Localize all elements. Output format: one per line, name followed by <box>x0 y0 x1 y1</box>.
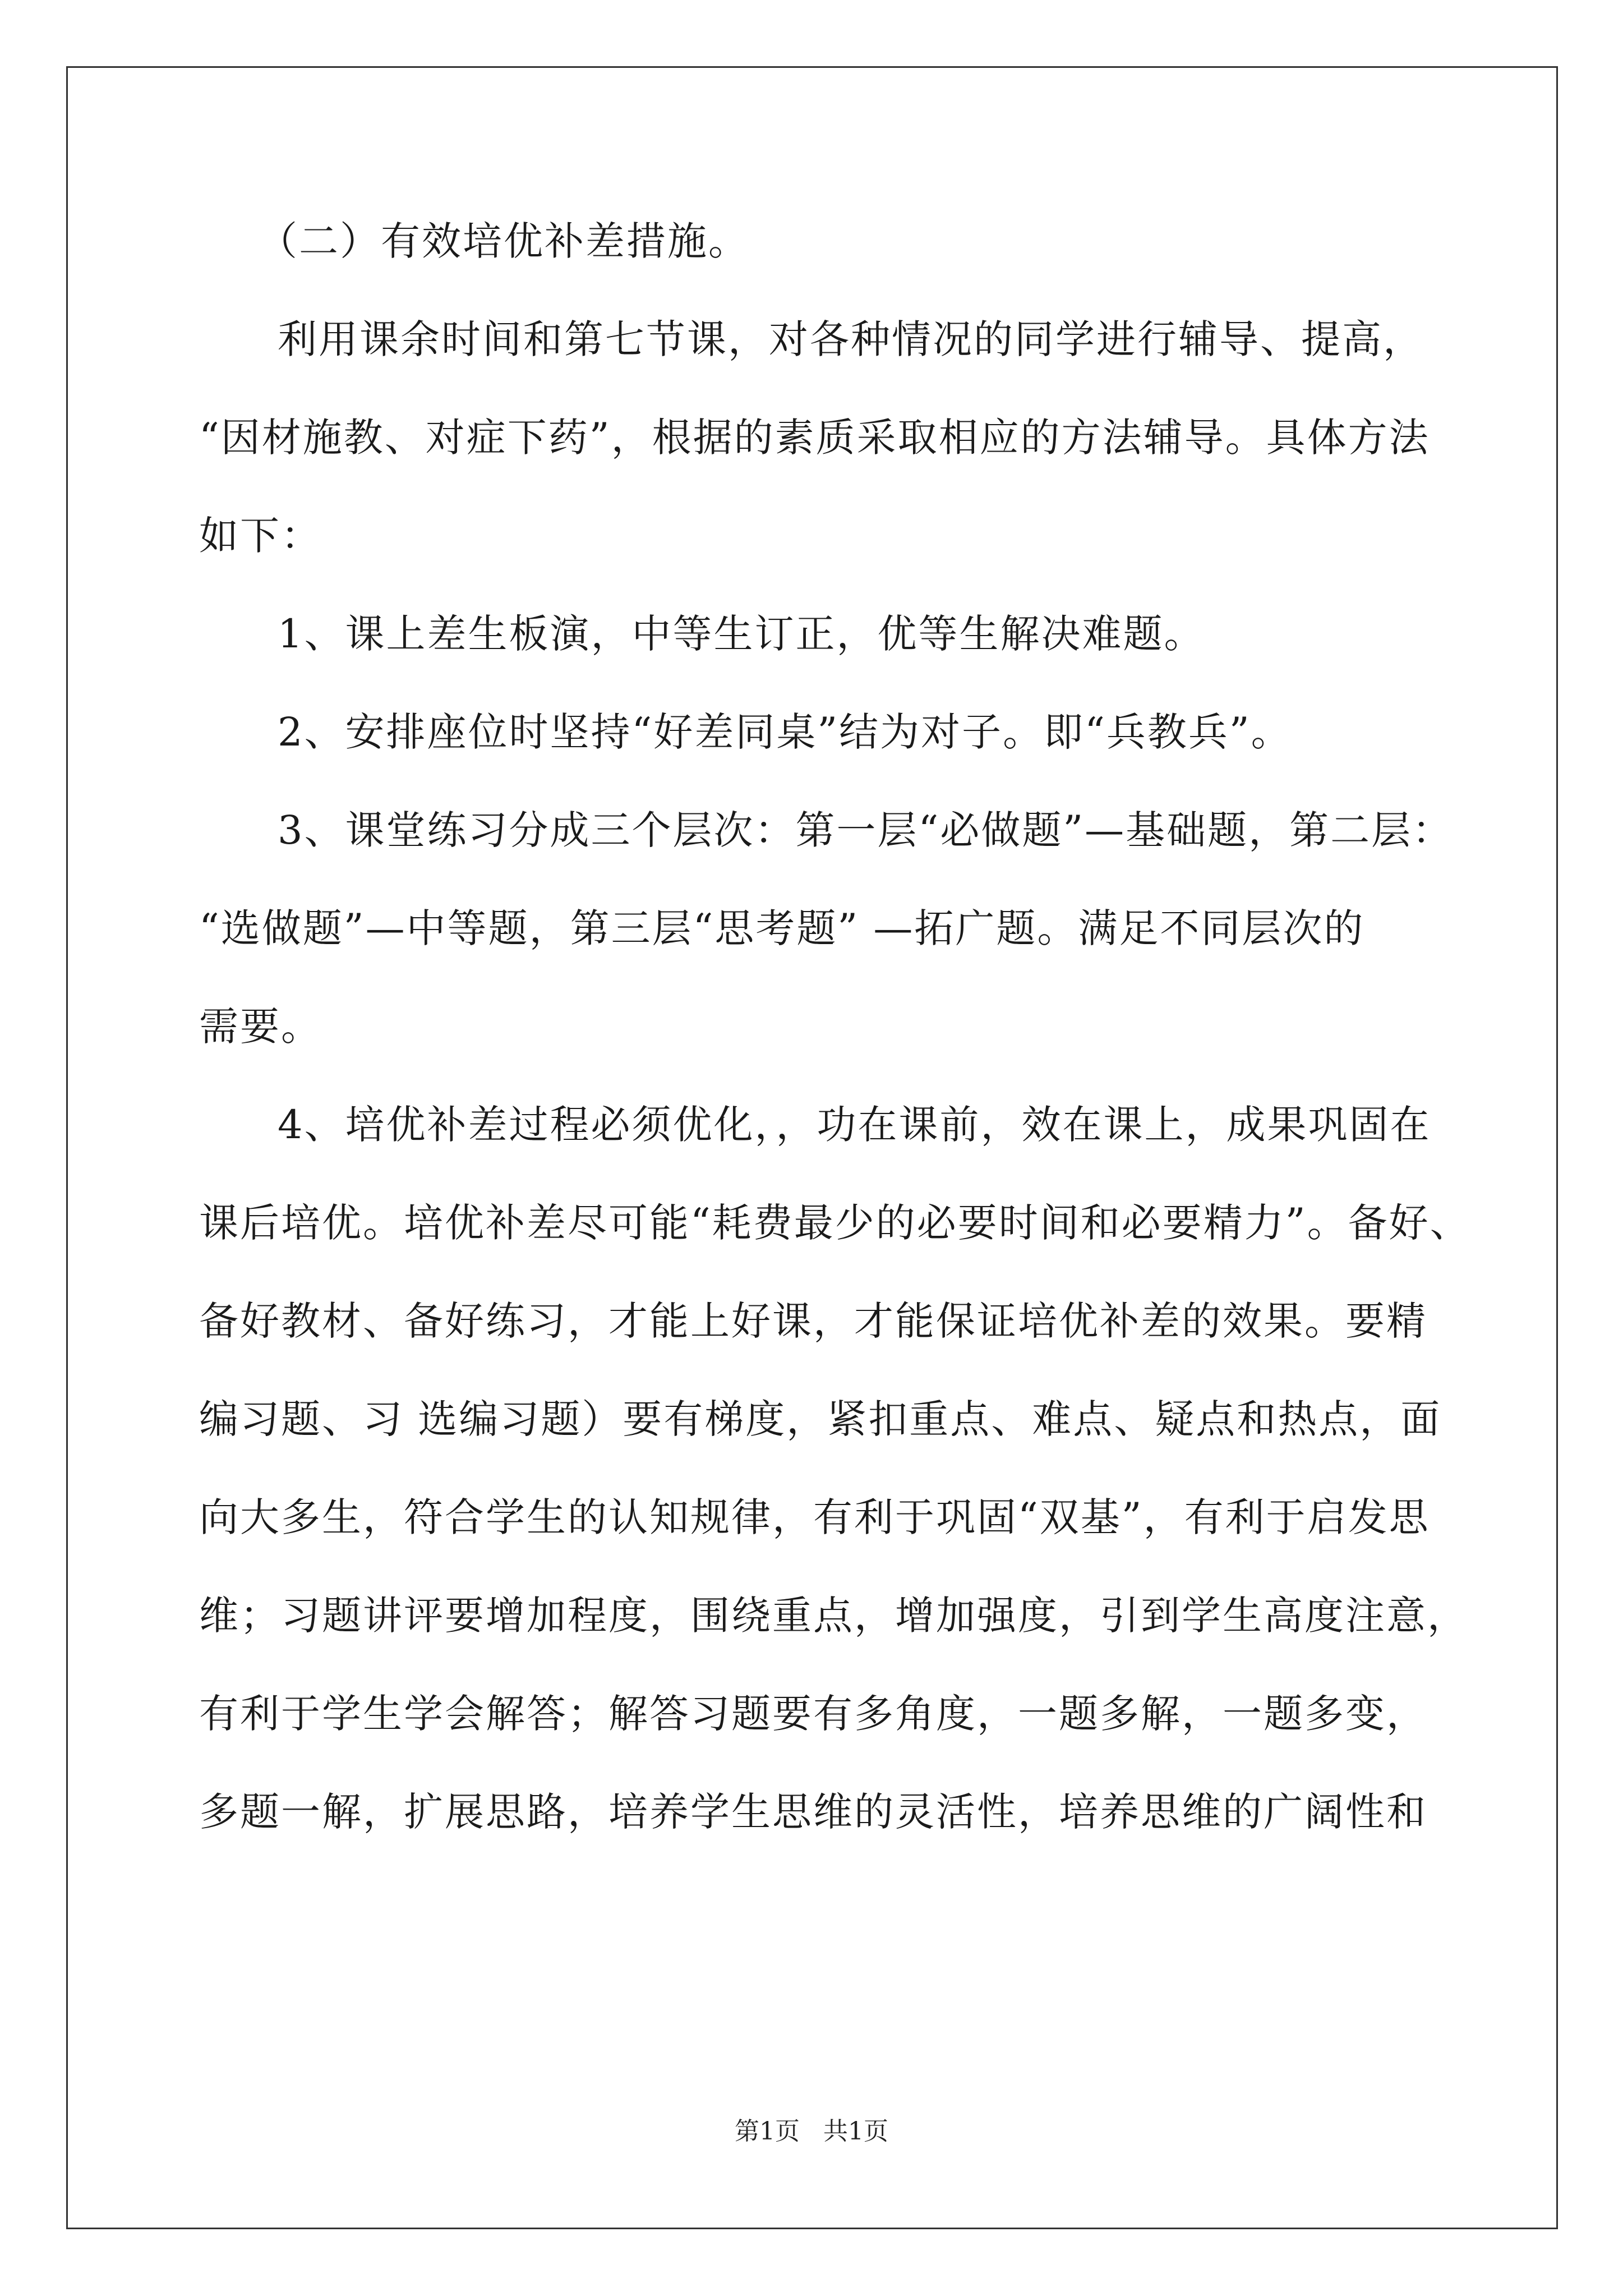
list-item: 4、培优补差过程必须优化，，功在课前，效在课上，成果巩固在 <box>278 1102 1431 1148</box>
paragraph-line: 备好教材、备好练习，才能上好课，才能保证培优补差的效果。要精 <box>199 1298 1427 1344</box>
paragraph-line: 多题一解，扩展思路，培养学生思维的灵活性，培养思维的广阔性和 <box>199 1789 1427 1835</box>
paragraph-line: “选做题”—中等题，第三层“思考题” —拓广题。满足不同层次的 <box>199 905 1365 951</box>
paragraph-line: 如下： <box>199 513 322 559</box>
paragraph-line: 编习题、习 选编习题）要有梯度，紧扣重点、难点、疑点和热点，面 <box>199 1396 1442 1442</box>
paragraph-line: 有利于学生学会解答；解答习题要有多角度，一题多解，一题多变， <box>199 1691 1427 1737</box>
section-heading: （二）有效培优补差措施。 <box>258 218 749 264</box>
list-item: 3、课堂练习分成三个层次：第一层“必做题”—基础题，第二层： <box>278 807 1454 853</box>
list-item: 1、课上差生板演，中等生订正，优等生解决难题。 <box>278 611 1205 657</box>
paragraph-line: 需要。 <box>199 1004 322 1050</box>
paragraph-line: 课后培优。培优补差尽可能“耗费最少的必要时间和必要精力”。备好、 <box>199 1200 1471 1246</box>
list-item: 2、安排座位时坚持“好差同桌”结为对子。即“兵教兵”。 <box>278 709 1292 755</box>
paragraph-line: “因材施教、对症下药”，根据的素质采取相应的方法辅导。具体方法 <box>199 415 1430 461</box>
paragraph-line: 维；习题讲评要增加程度，围绕重点，增加强度，引到学生高度注意， <box>199 1593 1468 1639</box>
page-number-footer: 第1页 共1页 <box>735 2117 888 2146</box>
paragraph-line: 利用课余时间和第七节课，对各种情况的同学进行辅导、提高， <box>278 316 1424 362</box>
paragraph-line: 向大多生，符合学生的认知规律，有利于巩固“双基”，有利于启发思 <box>199 1494 1430 1540</box>
